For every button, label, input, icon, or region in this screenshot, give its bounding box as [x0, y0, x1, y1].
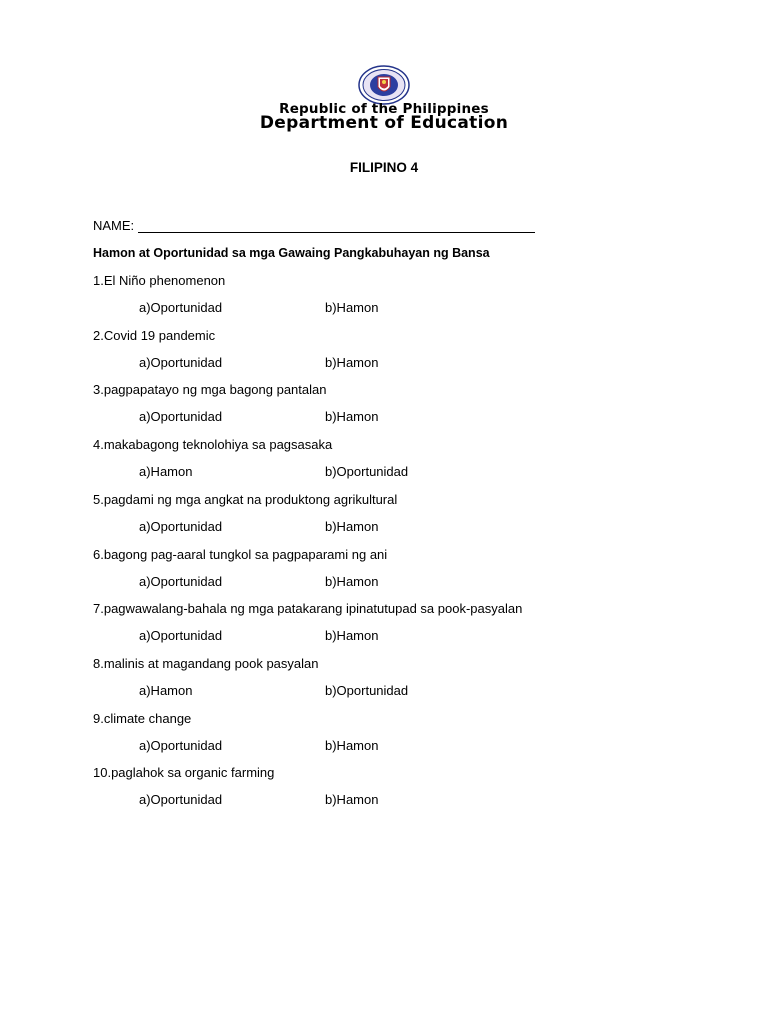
- option-a: a)Oportunidad: [139, 628, 223, 644]
- option-b: b)Hamon: [325, 737, 379, 753]
- option-a: a)Oportunidad: [139, 518, 223, 534]
- republic-heading: Republic of the Philippines: [279, 101, 489, 117]
- option-a: a)Hamon: [139, 464, 193, 480]
- deped-seal-logo: [358, 65, 410, 105]
- option-b: b)Hamon: [325, 573, 379, 589]
- option-a: a)Oportunidad: [139, 737, 223, 753]
- option-b: b)Hamon: [325, 300, 379, 315]
- option-b: b)Hamon: [325, 354, 379, 370]
- option-b: b)Hamon: [325, 518, 379, 534]
- question-text: 5.pagdami ng mga angkat na produktong agrikultural: [93, 491, 398, 507]
- question-text: 2.Covid 19 pandemic: [93, 327, 216, 343]
- option-a: a)Oportunidad: [139, 792, 223, 808]
- question-text: 6.bagong pag-aaral tungkol sa pagpaparami ng ani: [93, 546, 388, 562]
- option-a: a)Oportunidad: [139, 354, 223, 370]
- name-label: NAME:: [93, 218, 135, 233]
- option-a: a)Oportunidad: [139, 573, 223, 589]
- question-text: 4.makabagong teknolohiya sa pagsasaka: [93, 437, 333, 453]
- name-blank-line: [138, 219, 535, 233]
- question-text: 1.El Niño phenomenon: [93, 273, 226, 288]
- question-text: 7.pagwawalang-bahala ng mga patakarang ipinatutupad sa pook-pasyalan: [93, 601, 523, 617]
- department-heading: Department of Education: [259, 113, 509, 133]
- option-b: b)Hamon: [325, 628, 379, 644]
- option-a: a)Oportunidad: [139, 409, 223, 425]
- name-field: [93, 218, 535, 233]
- option-a: a)Oportunidad: [139, 300, 223, 315]
- option-b: b)Hamon: [325, 792, 379, 808]
- option-b: b)Oportunidad: [325, 464, 409, 480]
- question-text: 3.pagpapatayo ng mga bagong pantalan: [93, 382, 327, 398]
- option-b: b)Oportunidad: [325, 682, 409, 698]
- option-b: b)Hamon: [325, 409, 379, 425]
- subject-title: FILIPINO 4: [349, 160, 419, 175]
- section-title: Hamon at Oportunidad sa mga Gawaing Pangkabuhayan ng Bansa: [93, 246, 490, 260]
- question-text: 10.paglahok sa organic farming: [93, 765, 275, 781]
- question-text: 8.malinis at magandang pook pasyalan: [93, 655, 319, 671]
- question-text: 9.climate change: [93, 710, 192, 726]
- option-a: a)Hamon: [139, 682, 193, 698]
